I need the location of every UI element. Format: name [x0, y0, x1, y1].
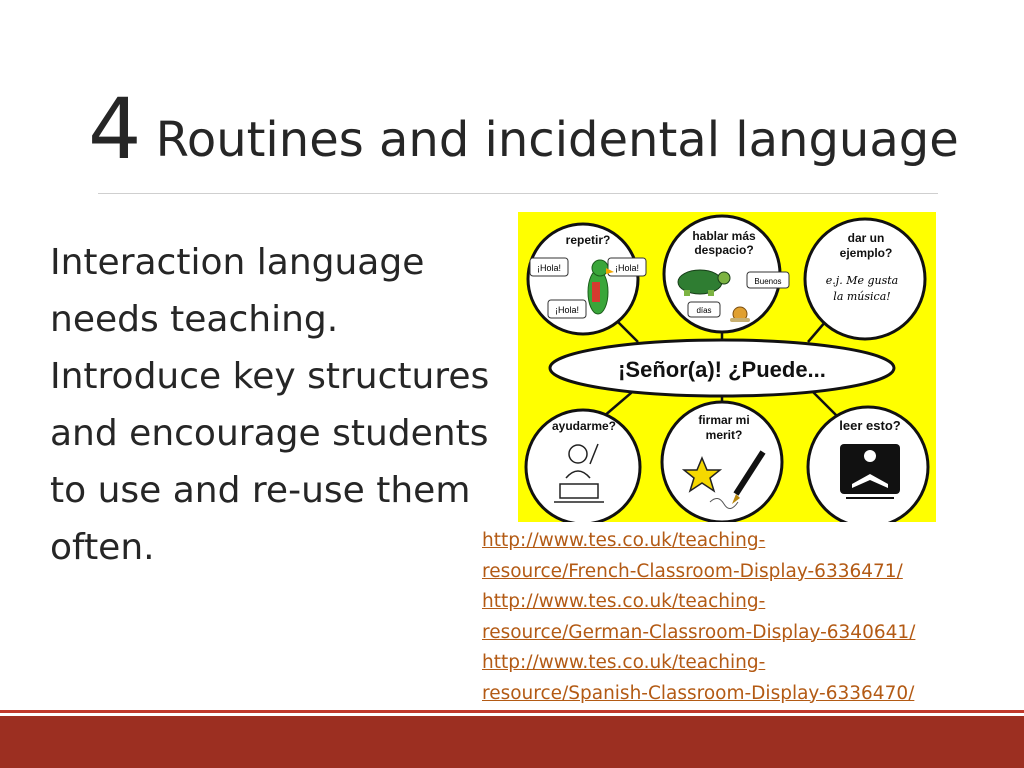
speech-buenos: Buenos — [754, 277, 782, 286]
center-phrase: ¡Señor(a)! ¿Puede... — [618, 357, 826, 382]
link-french-display[interactable] — [482, 526, 1002, 587]
footer-accent-line — [0, 710, 1024, 713]
hola-bubble-1: ¡Hola! — [536, 263, 562, 273]
label-repetir: repetir? — [565, 233, 611, 247]
label-dar-1: dar un — [847, 231, 885, 245]
title-number: 4 — [88, 80, 140, 178]
link-spanish-line1: http://www.tes.co.uk/teaching- — [482, 652, 766, 673]
footer-band — [0, 716, 1024, 768]
link-german-line1: http://www.tes.co.uk/teaching- — [482, 591, 766, 612]
hola-bubble-2: ¡Hola! — [614, 263, 640, 273]
label-hablar-1: hablar más — [692, 229, 756, 243]
link-german-display[interactable] — [482, 587, 1002, 648]
title-divider — [98, 193, 938, 194]
label-leer: leer esto? — [839, 418, 901, 433]
label-firmar-2: merit? — [705, 428, 743, 442]
link-french-line2: resource/French-Classroom-Display-6336471/ — [482, 560, 903, 582]
label-dar-2: ejemplo? — [839, 246, 893, 260]
body-text: Interaction language needs teaching. Introduce key structures and encourage students to use and re-use them often. — [50, 242, 490, 568]
title-text: Routines and incidental language — [155, 112, 959, 168]
hola-bubble-3: ¡Hola! — [554, 305, 580, 315]
label-firmar-1: firmar mi — [698, 413, 750, 427]
classroom-display-poster — [518, 212, 936, 522]
example-line-1: e.j. Me gusta — [825, 274, 899, 287]
link-german-line2: resource/German-Classroom-Display-6340641/ — [482, 621, 916, 643]
link-spanish-display[interactable] — [482, 648, 1002, 709]
link-spanish-line2: resource/Spanish-Classroom-Display-6336470/ — [482, 682, 915, 704]
slide-title — [88, 80, 959, 178]
label-ayudarme: ayudarme? — [551, 419, 617, 433]
speech-dias: días — [696, 306, 712, 315]
reading-person-icon — [840, 444, 900, 498]
example-line-2: la música! — [833, 290, 891, 303]
reference-links — [482, 526, 1002, 709]
link-french-line1: http://www.tes.co.uk/teaching- — [482, 530, 766, 551]
label-hablar-2: despacio? — [694, 243, 754, 257]
